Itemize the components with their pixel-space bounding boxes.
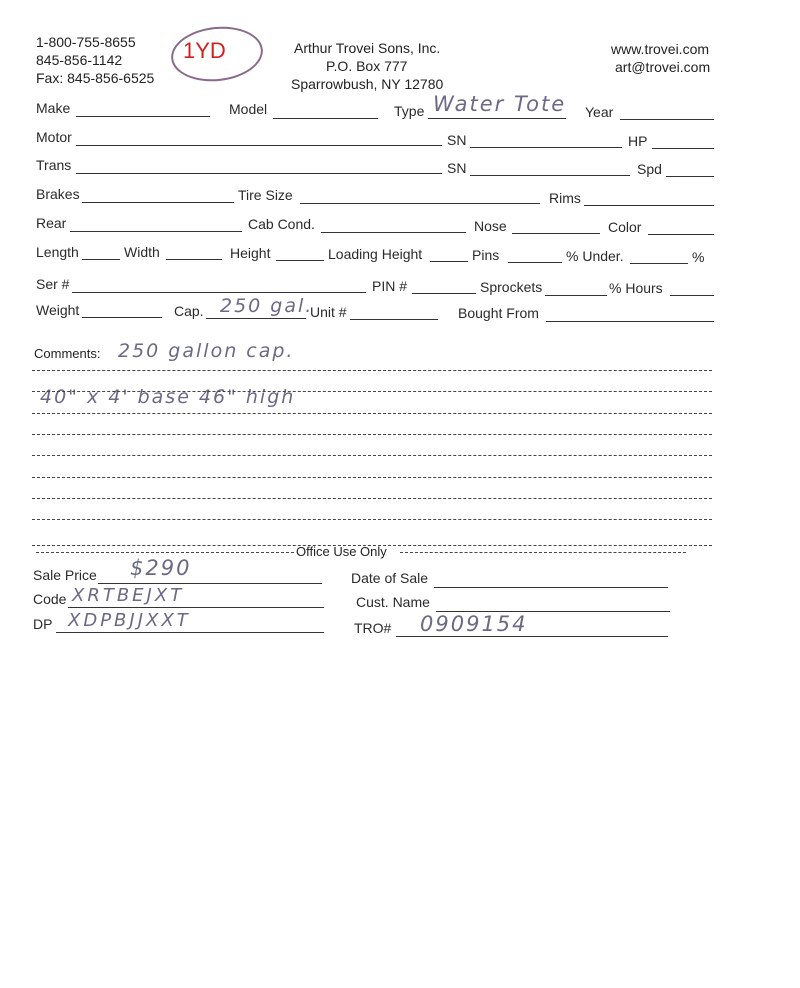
tire-size-field[interactable] <box>300 203 540 204</box>
color-field[interactable] <box>648 234 714 235</box>
width-label: Width <box>124 244 160 260</box>
date-of-sale-field[interactable] <box>434 587 668 588</box>
length-field[interactable] <box>82 259 120 260</box>
office-use-heading: Office Use Only <box>296 544 387 559</box>
weight-field[interactable] <box>82 317 162 318</box>
cap-field[interactable] <box>206 318 306 319</box>
sale-price-label: Sale Price <box>33 567 97 583</box>
pins-label: Pins <box>472 247 500 263</box>
pin-label: PIN # <box>372 278 408 294</box>
dp-field[interactable] <box>56 632 324 633</box>
comment-rule-7 <box>32 498 712 499</box>
pct-under-unit: % <box>692 249 705 265</box>
model-label: Model <box>229 101 268 117</box>
cap-label: Cap. <box>174 303 204 319</box>
pin-field[interactable] <box>412 293 476 294</box>
date-of-sale-label: Date of Sale <box>351 570 429 586</box>
height-label: Height <box>230 245 271 261</box>
motor-field[interactable] <box>76 145 442 146</box>
comment-rule-8 <box>32 519 712 520</box>
pct-hours-field[interactable] <box>670 295 714 296</box>
fax-number: Fax: 845-856-6525 <box>36 70 155 86</box>
brakes-field[interactable] <box>82 202 234 203</box>
comments-label: Comments: <box>34 346 101 361</box>
company-po-box: P.O. Box 777 <box>326 58 408 74</box>
company-city: Sparrowbush, NY 12780 <box>291 76 444 92</box>
pct-under-label: % Under. <box>566 248 624 264</box>
brakes-label: Brakes <box>36 186 80 202</box>
cab-cond-field[interactable] <box>321 232 466 233</box>
sale-price-field[interactable] <box>98 583 322 584</box>
email: art@trovei.com <box>615 59 711 75</box>
hp-label: HP <box>628 133 648 149</box>
year-field[interactable] <box>620 119 714 120</box>
nose-label: Nose <box>474 218 507 234</box>
trans-label: Trans <box>36 157 72 173</box>
code-value: XRTBEJXT <box>72 585 185 606</box>
model-field[interactable] <box>273 118 378 119</box>
length-label: Length <box>36 244 79 260</box>
make-label: Make <box>36 100 71 116</box>
comment-rule-4 <box>32 434 712 435</box>
sale-price-value: $290 <box>130 556 192 580</box>
motor-label: Motor <box>36 129 72 145</box>
comment-line-2[interactable]: 40" x 4' base 46" high <box>40 386 296 408</box>
bought-from-label: Bought From <box>458 305 539 321</box>
spd-field[interactable] <box>666 176 714 177</box>
code-field[interactable] <box>68 607 324 608</box>
office-divider-right <box>400 552 686 553</box>
loading-height-label: Loading Height <box>328 246 423 262</box>
comment-rule-1 <box>32 370 712 371</box>
make-field[interactable] <box>76 116 210 117</box>
tire-size-label: Tire Size <box>238 187 293 203</box>
code-label: Code <box>33 591 67 607</box>
nose-field[interactable] <box>512 233 600 234</box>
pct-under-field[interactable] <box>630 263 688 264</box>
unit-label: Unit # <box>310 304 347 320</box>
phone-number: 845-856-1142 <box>36 52 123 68</box>
loading-height-field[interactable] <box>430 261 468 262</box>
company-name: Arthur Trovei Sons, Inc. <box>294 40 441 56</box>
year-label: Year <box>585 104 614 120</box>
trans-field[interactable] <box>76 173 442 174</box>
trans-sn-label: SN <box>447 160 467 176</box>
tro-label: TRO# <box>354 620 392 636</box>
rims-label: Rims <box>549 190 581 206</box>
cab-cond-label: Cab Cond. <box>248 216 315 232</box>
comment-rule-3 <box>32 413 712 414</box>
phone-toll-free: 1-800-755-8655 <box>36 34 136 50</box>
sprockets-label: Sprockets <box>480 279 543 295</box>
width-field[interactable] <box>166 259 222 260</box>
comment-rule-5 <box>32 455 712 456</box>
height-field[interactable] <box>276 260 324 261</box>
type-value: Water Tote <box>433 92 567 116</box>
trans-sn-field[interactable] <box>470 175 630 176</box>
hp-field[interactable] <box>652 148 714 149</box>
pct-hours-label: % Hours <box>609 280 663 296</box>
sprockets-field[interactable] <box>545 295 607 296</box>
rear-label: Rear <box>36 215 67 231</box>
type-field[interactable] <box>428 118 566 119</box>
rear-field[interactable] <box>70 231 242 232</box>
comment-rule-2 <box>32 391 712 392</box>
comment-rule-6 <box>32 477 712 478</box>
cust-name-label: Cust. Name <box>356 594 430 610</box>
spd-label: Spd <box>637 161 662 177</box>
type-label: Type <box>394 103 425 119</box>
motor-sn-field[interactable] <box>470 147 622 148</box>
rims-field[interactable] <box>584 205 714 206</box>
weight-label: Weight <box>36 302 80 318</box>
comment-line-1[interactable]: 250 gallon cap. <box>118 340 295 362</box>
color-label: Color <box>608 219 642 235</box>
unit-field[interactable] <box>350 319 438 320</box>
pins-field[interactable] <box>508 262 562 263</box>
dp-value: XDPBJJXXT <box>68 610 191 631</box>
website: www.trovei.com <box>611 41 710 57</box>
tro-value: 0909154 <box>420 612 528 636</box>
bought-from-field[interactable] <box>546 321 714 322</box>
stamp-label: 1YD <box>183 38 226 63</box>
cap-value: 250 gal. <box>220 295 314 317</box>
motor-sn-label: SN <box>447 132 467 148</box>
office-divider-left <box>36 552 294 553</box>
ser-label: Ser # <box>36 276 70 292</box>
dp-label: DP <box>33 616 53 632</box>
tro-field[interactable] <box>396 636 668 637</box>
ser-field[interactable] <box>72 292 366 293</box>
